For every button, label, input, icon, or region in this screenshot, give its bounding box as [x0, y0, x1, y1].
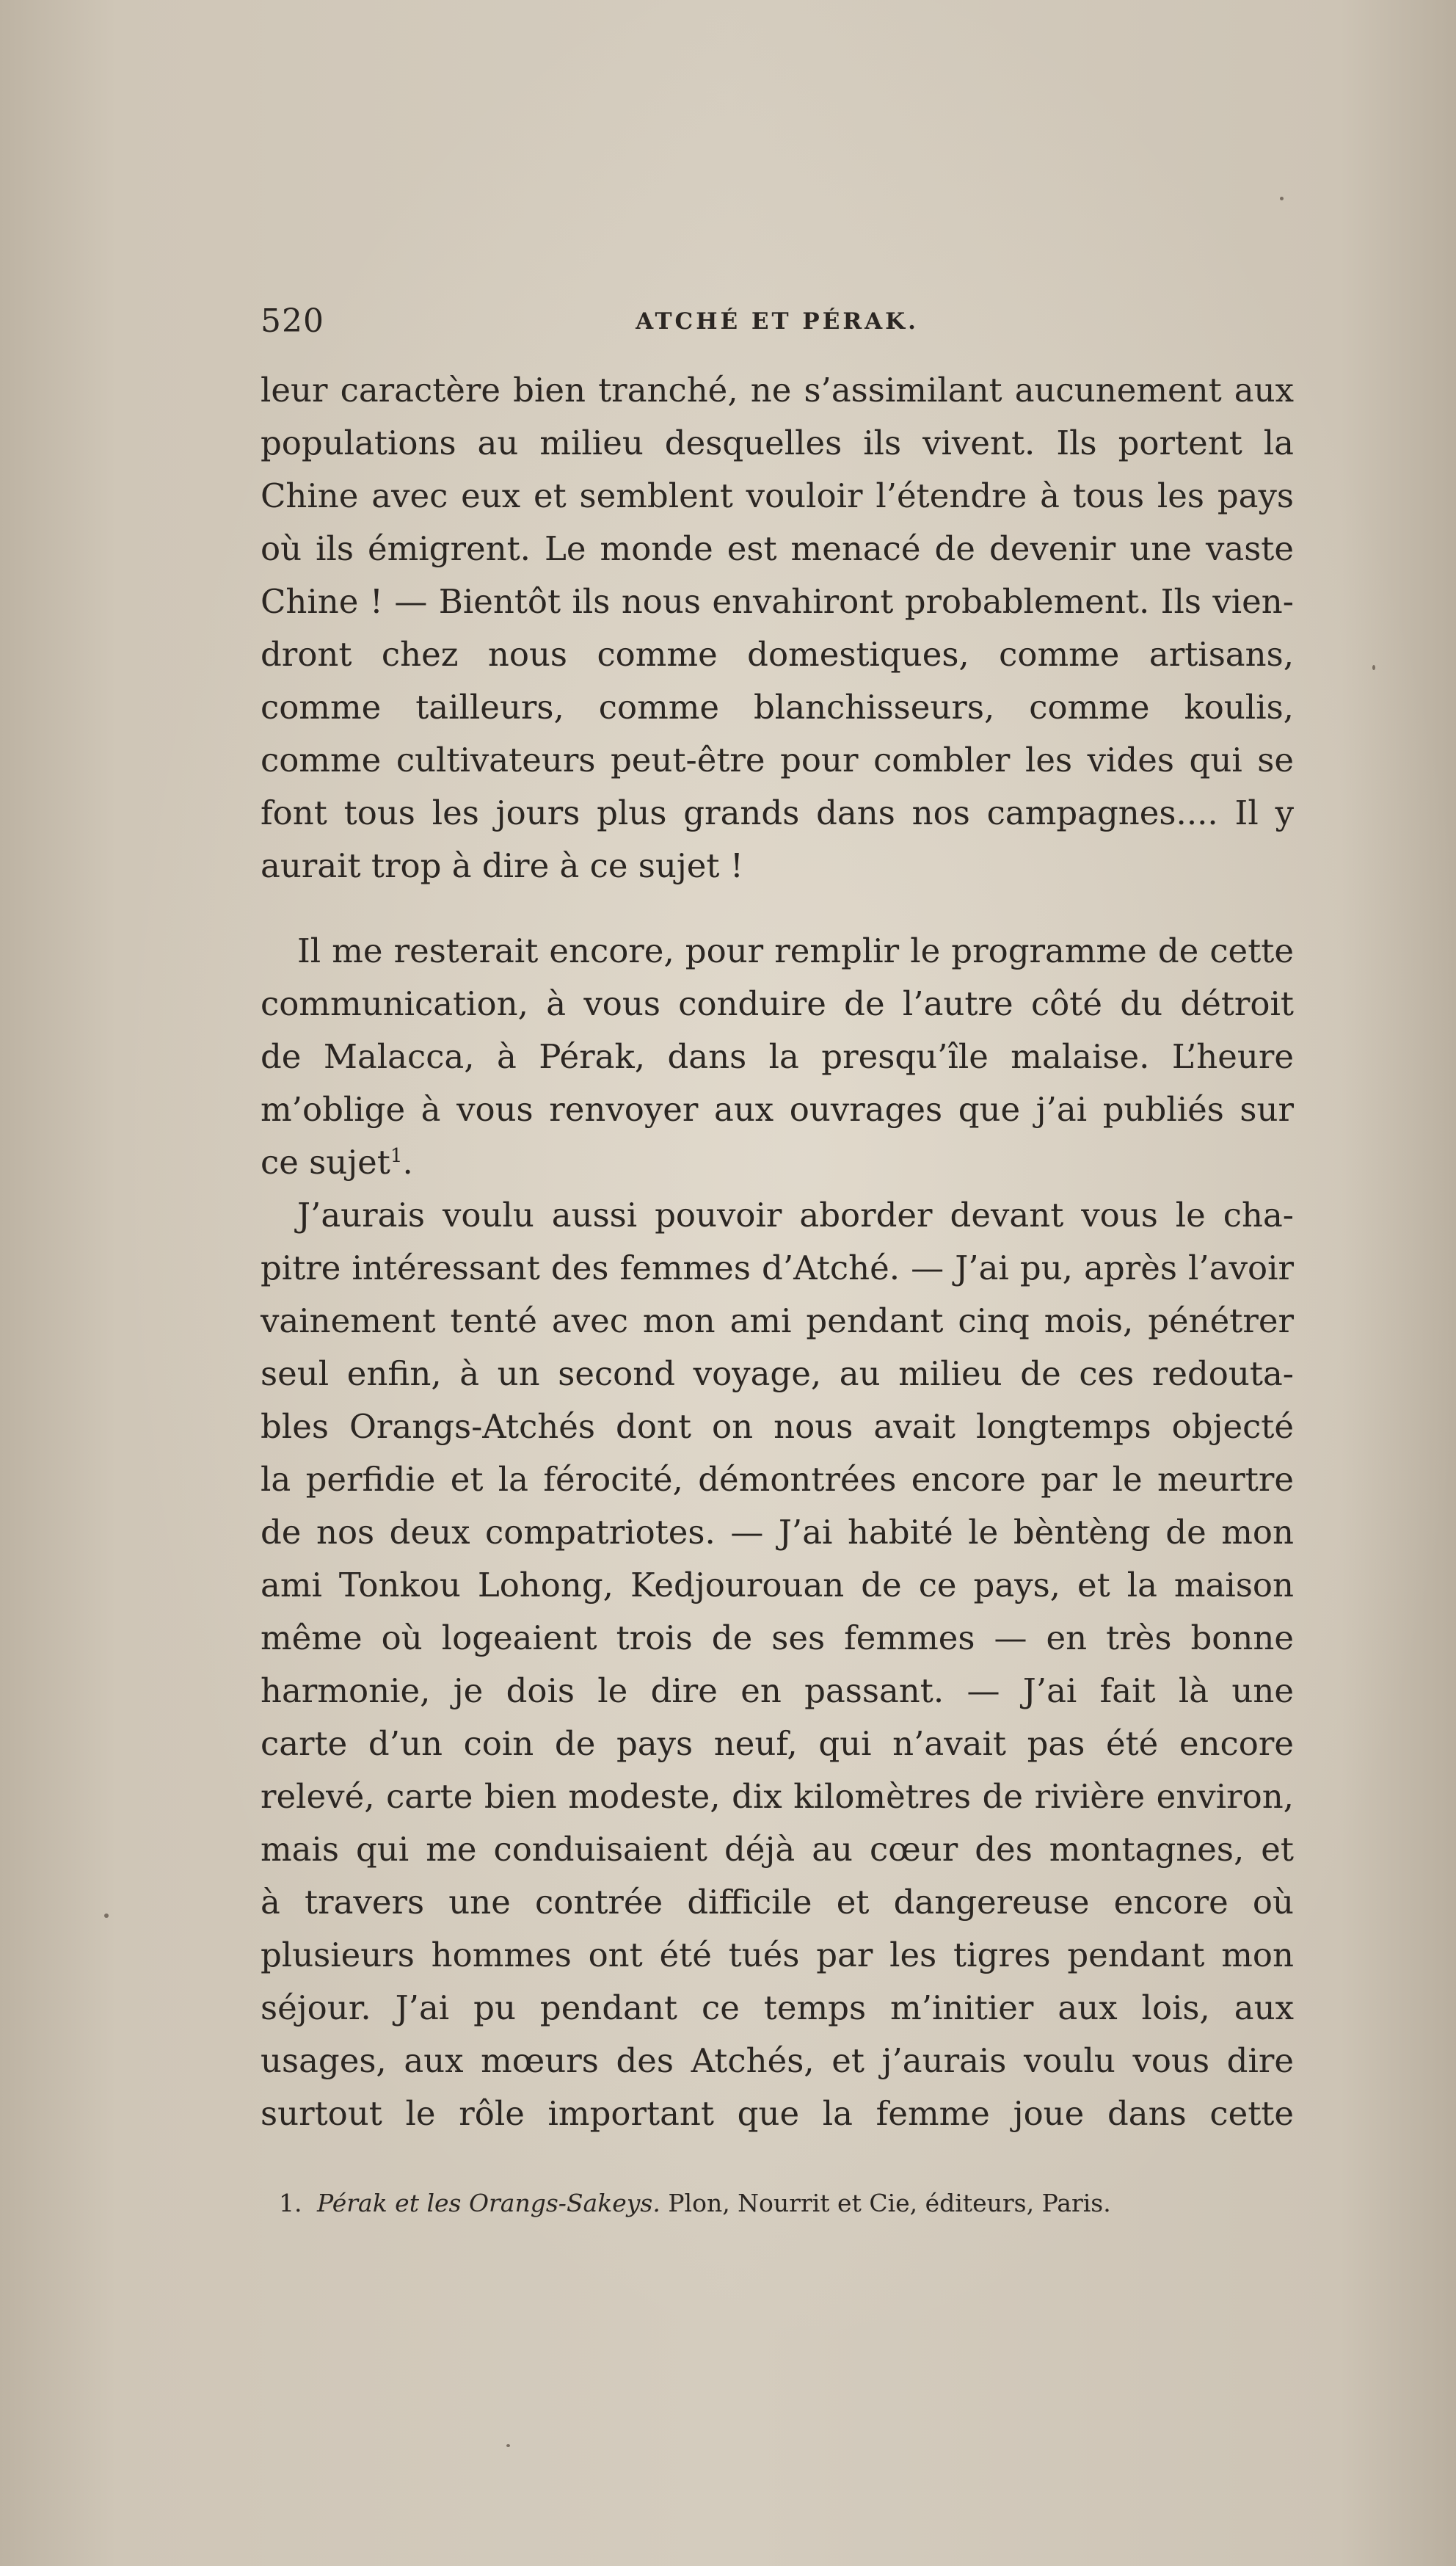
page-header	[261, 296, 1294, 347]
paper-speck	[104, 1913, 109, 1918]
text-line: comme tailleurs, comme blanchisseurs, comme koulis,	[261, 688, 1294, 727]
text-line: relevé, carte bien modeste, dix kilomètres de rivière environ,	[261, 1777, 1294, 1816]
text-line: Il me resterait encore, pour remplir le programme de cette	[297, 931, 1294, 970]
text-line: où ils émigrent. Le monde est menacé de devenir une vaste	[261, 529, 1294, 568]
text-line: comme cultivateurs peut-être pour combler les vides qui se	[261, 741, 1294, 779]
text-line: m’oblige à vous renvoyer aux ouvrages que j’ai publiés sur	[261, 1090, 1294, 1129]
text-line: de Malacca, à Pérak, dans la presqu’île malaise. L’heure	[261, 1037, 1294, 1076]
text-line: J’aurais voulu aussi pouvoir aborder devant vous le cha-	[297, 1196, 1294, 1235]
text-line: à travers une contrée difficile et dangereuse encore où	[261, 1883, 1294, 1922]
text-line: la perfidie et la férocité, démontrées encore par le meurtre	[261, 1460, 1294, 1499]
text-line: de nos deux compatriotes. — J’ai habité le bèntèng de mon	[261, 1513, 1294, 1552]
text-line: plusieurs hommes ont été tués par les tigres pendant mon	[261, 1936, 1294, 1974]
text-line: aurait trop à dire à ce sujet !	[261, 846, 743, 885]
text-line: bles Orangs-Atchés dont on nous avait longtemps objecté	[261, 1407, 1294, 1446]
text-line: carte d’un coin de pays neuf, qui n’avait pas été encore	[261, 1724, 1294, 1763]
text-line: séjour. J’ai pu pendant ce temps m’initier aux lois, aux	[261, 1988, 1294, 2027]
text-line-with-note: ce sujet$^1$.	[261, 1143, 413, 1182]
paper-speck	[1280, 197, 1284, 200]
text-line: font tous les jours plus grands dans nos campagnes.... Il y	[261, 793, 1294, 832]
text-line: populations au milieu desquelles ils vivent. Ils portent la	[261, 424, 1294, 462]
text-line: même où logeaient trois de ses femmes — en très bonne	[261, 1618, 1294, 1657]
footnote-number: 1.	[279, 2189, 302, 2217]
text-line-fragment: ce sujet	[261, 1143, 390, 1182]
footnote-title: Pérak et les Orangs-Sakeys.	[317, 2189, 660, 2217]
text-line: pitre intéressant des femmes d’Atché. — J’ai pu, après l’avoir	[261, 1249, 1294, 1287]
text-line: mais qui me conduisaient déjà au cœur des montagnes, et	[261, 1830, 1294, 1869]
paper-speck	[506, 2444, 510, 2447]
text-line: communication, à vous conduire de l’autre côté du détroit	[261, 984, 1294, 1023]
text-line: surtout le rôle important que la femme joue dans cette	[261, 2094, 1294, 2133]
paper-speck	[1372, 665, 1375, 670]
text-line: leur caractère bien tranché, ne s’assimilant aucunement aux	[261, 371, 1294, 410]
text-line: ami Tonkou Lohong, Kedjourouan de ce pays, et la maison	[261, 1566, 1294, 1604]
text-line: harmonie, je dois le dire en passant. — J’ai fait là une	[261, 1671, 1294, 1710]
text-line: vainement tenté avec mon ami pendant cinq mois, pénétrer	[261, 1301, 1294, 1340]
text-line: dront chez nous comme domestiques, comme artisans,	[261, 635, 1294, 674]
footnote	[279, 2181, 1294, 2225]
running-title: ATCHÉ ET PÉRAK.	[636, 308, 919, 335]
text-line: Chine ! — Bientôt ils nous envahiront probablement. Ils vien-	[261, 582, 1294, 621]
text-line: seul enfin, à un second voyage, au milieu de ces redouta-	[261, 1354, 1294, 1393]
footnote-text: Plon, Nourrit et Cie, éditeurs, Paris.	[668, 2189, 1111, 2217]
page-number: 520	[261, 302, 324, 340]
footnote-reference: 1	[390, 1145, 403, 1167]
text-line: usages, aux mœurs des Atchés, et j’aurais voulu vous dire	[261, 2041, 1294, 2080]
text-line: Chine avec eux et semblent vouloir l’étendre à tous les pays	[261, 476, 1294, 515]
